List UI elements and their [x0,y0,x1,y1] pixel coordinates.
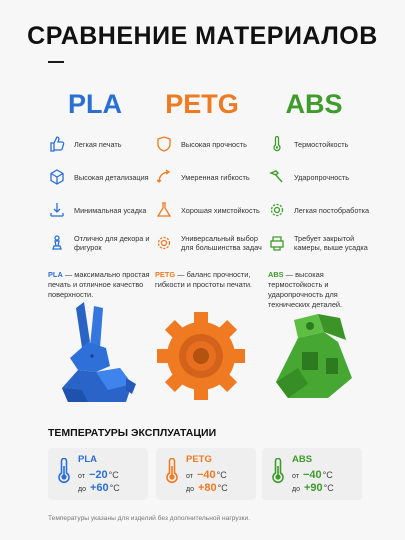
petg-feature: Универсальный выбор для большинства задач [155,226,269,260]
pla-feature: Отлично для декора и фигурок [48,226,162,260]
orange-gear-figure [155,298,247,408]
petg-feature: Умеренная гибкость [155,160,269,194]
abs-title: ABS [285,89,343,119]
temp-from-row: от −40°C [292,469,333,481]
temp-to-row: до +90°C [292,482,334,494]
temps-title: ТЕМПЕРАТУРЫ ЭКСПЛУАТАЦИИ [48,427,217,439]
abs-feature: Ударопрочность [268,160,382,194]
temp-card-abs: ABS от −40°C до +90°C [262,448,362,500]
shrink-arrow-icon [48,201,66,219]
cube-icon [48,168,66,186]
temp-to-row: до +80°C [186,482,228,494]
thermometer-icon [54,458,74,484]
gear-icon [268,201,286,219]
pla-description: PLA — максимально простая печать и отличное качество поверхности. [48,270,150,299]
blue-bunny-figure [48,298,138,408]
abs-column [258,74,370,124]
petg-feature: Высокая прочность [155,127,269,161]
pla-feature: Минимальная усадка [48,193,162,227]
petg-description: PETG — баланс прочности, гибкости и простоты печати. [155,270,253,289]
title-underline [48,61,64,63]
flask-icon [155,201,173,219]
temp-card-petg: PETG от −40°C до +80°C [156,448,256,500]
hammer-icon [268,168,286,186]
temp-card-pla: PLA от −20°C до +60°C [48,448,148,500]
gear-icon [155,234,173,252]
pla-feature: Высокая детализация [48,160,162,194]
thumbs-up-icon [48,135,66,153]
temp-from-row: от −40°C [186,469,227,481]
abs-feature: Легкая постобработка [268,193,382,227]
thermometer-icon [268,458,288,484]
temp-from-row: от −20°C [78,469,119,481]
pla-title: PLA [68,89,122,119]
shield-icon [155,135,173,153]
petg-feature: Хорошая химстойкость [155,193,269,227]
chess-piece-icon [48,234,66,252]
pla-feature: Легкая печать [48,127,162,161]
abs-feature: Термостойкость [268,127,382,161]
printer-icon [268,234,286,252]
abs-feature: Требует закрытой камеры, выше усадка [268,226,382,260]
thermometer-icon [268,135,286,153]
thermometer-icon [162,458,182,484]
flex-arrows-icon [155,168,173,186]
petg-column [146,74,258,124]
green-bracket-figure [268,298,360,408]
footnote: Температуры указаны для изделий без дополнительной нагрузки. [48,515,251,522]
temp-to-row: до +60°C [78,482,120,494]
abs-description: ABS — высокая термостойкость и ударопрочность для технических деталей. [268,270,343,309]
page-title: СРАВНЕНИЕ МАТЕРИАЛОВ [27,22,378,50]
pla-column [39,74,151,124]
petg-title: PETG [165,89,239,119]
